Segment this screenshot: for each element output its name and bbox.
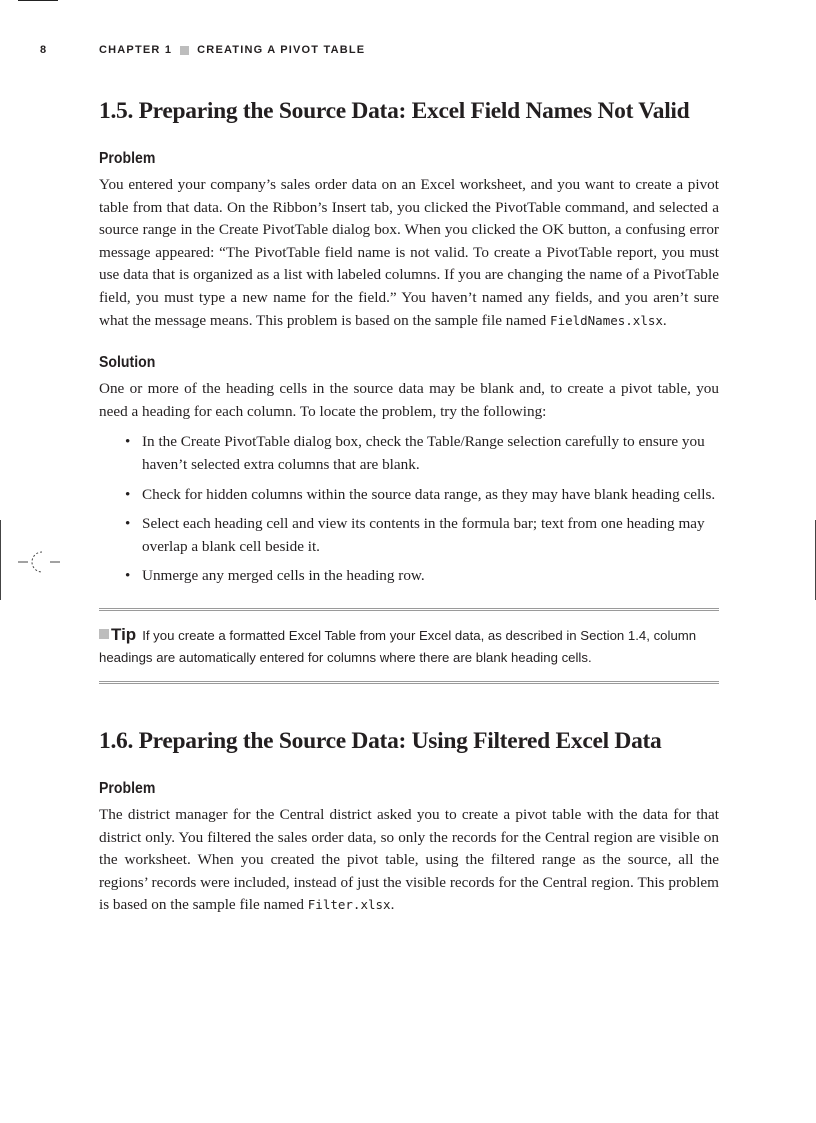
- section-1-5-solution-paragraph: One or more of the heading cells in the source data may be blank and, to create a pivot table, you need a heading for each column. To locate the problem, try the following:: [99, 380, 719, 420]
- section-1-6-problem-paragraph: The district manager for the Central district asked you to create a pivot table with the data for that district only. You filtered the sales order data, so only the records for the Central region are visible on the worksheet. When you created the pivot table, using the filtered range as the source, all the regions’ records were included, instead of just the visible records for the Central region. This problem is based on the sample file named Filter.xlsx.: [99, 805, 719, 914]
- chapter-label: CHAPTER 1: [99, 44, 173, 56]
- filename-filter: Filter.xlsx: [307, 897, 391, 913]
- tip-square-icon: [99, 629, 109, 639]
- tip-label: Tip: [111, 624, 137, 644]
- solution-bullet-list: [99, 431, 719, 588]
- tip-box: [99, 608, 719, 684]
- running-header: [40, 44, 756, 56]
- page-number: 8: [40, 44, 48, 56]
- section-1-6-problem-heading: Problem: [99, 779, 156, 797]
- header-separator-square-icon: [180, 46, 189, 55]
- section-1-5-solution-heading: Solution: [99, 354, 156, 372]
- section-1-5-title: 1.5. Preparing the Source Data: Excel Field Names Not Valid: [99, 98, 690, 124]
- page-content: [99, 96, 719, 917]
- list-item: • Select each heading cell and view its contents in the formula bar; text from one heading may overlap a blank cell beside it.: [99, 513, 719, 558]
- section-1-6-title: 1.6. Preparing the Source Data: Using Filtered Excel Data: [99, 727, 662, 754]
- list-item: • In the Create PivotTable dialog box, check the Table/Range selection carefully to ensure you haven’t selected extra columns that are blank.: [99, 431, 719, 476]
- section-1-5-problem-heading: Problem: [99, 150, 156, 167]
- registration-mark-icon: [18, 548, 62, 576]
- filename-fieldnames: FieldNames.xlsx: [550, 312, 663, 328]
- chapter-title: CREATING A PIVOT TABLE: [197, 44, 366, 56]
- tip-text: If you create a formatted Excel Table from your Excel data, as described in Section 1.4, column headings are automatically entered for columns where there are blank heading cells.: [99, 627, 697, 665]
- list-item: • Check for hidden columns within the source data range, as they may have blank heading cells.: [99, 484, 719, 507]
- top-crop-rule: [18, 0, 58, 1]
- left-margin-mark: [0, 520, 1, 600]
- section-1-5-problem-paragraph: You entered your company’s sales order data on an Excel worksheet, and you want to create a pivot table from that data. On the Ribbon’s Insert tab, you clicked the PivotTable command, and selected a source range in the Create PivotTable dialog box. When you clicked the OK button, a confusing error message appeared: “The PivotTable field name is not valid. To create a PivotTable report, you must use data that is organized as a list with labeled columns. If you are changing the name of a PivotTable field, you must type a new name for the field.” You haven’t named any fields, and you aren’t sure what the message means. This problem is based on the sample file named FieldNames.xlsx.: [99, 176, 719, 329]
- list-item: • Unmerge any merged cells in the heading row.: [99, 565, 719, 588]
